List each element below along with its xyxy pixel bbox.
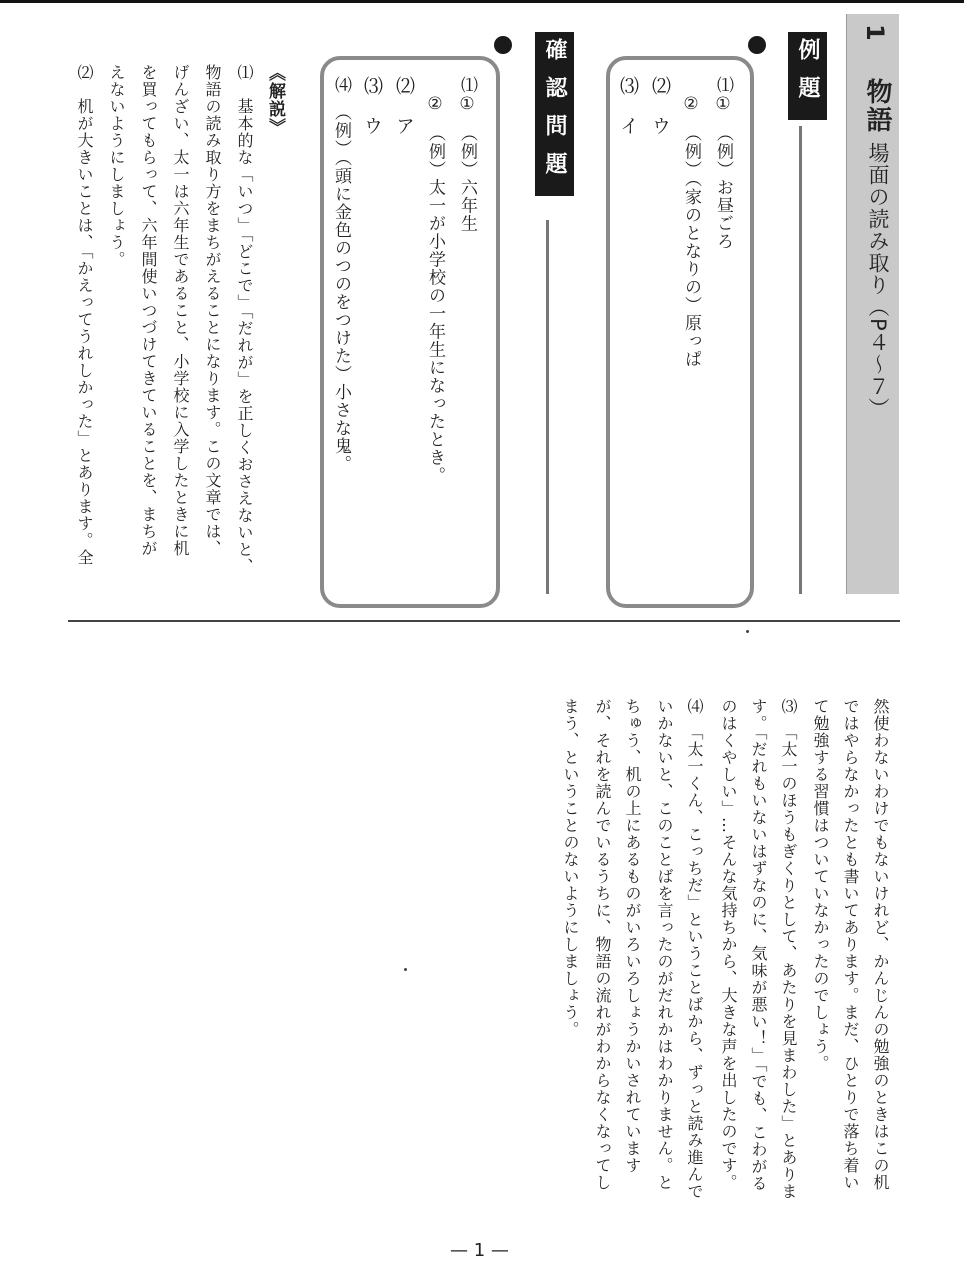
- example-line-1: ⑴① （例）お昼ごろ: [713, 76, 733, 251]
- example-line-2: ② （例）（家のとなりの）原っぱ: [681, 76, 701, 368]
- check-line-3: ⑵ ア: [393, 76, 415, 136]
- commentary-heading: 《解説》: [265, 64, 285, 136]
- check-line-4: ⑶ ウ: [361, 76, 383, 136]
- top-border: [0, 0, 964, 3]
- commentary-lower-line-2: ではやらなかったとも書いてあります。まだ、ひとりで落ち着い: [841, 698, 860, 1191]
- check-line-5: ⑷ （例）（頭に金色のつのをつけた）小さな鬼。: [331, 76, 351, 473]
- commentary-lower-line-8: いかないと、このことばを言ったのがだれかはわかりません。と: [655, 698, 674, 1191]
- commentary-upper-line-5: えないようにしましょう。: [107, 64, 126, 268]
- section-header: [846, 14, 899, 594]
- speck: [404, 968, 407, 971]
- commentary-lower-line-4: ⑶ 「太一のほうもぎくりとして、あたりを見まわした」とありま: [779, 698, 798, 1200]
- example-divider: [799, 126, 802, 594]
- commentary-upper-line-4: を買ってもらって、六年間使いつづけてきていることを、まちが: [139, 64, 158, 557]
- commentary-lower-line-6: のはくやしい」…そんな気持ちから、大きな声を出したのです。: [719, 698, 738, 1191]
- page-divider: [68, 620, 900, 622]
- commentary-lower-line-11: まう、ということのないようにしましょう。: [561, 698, 580, 1038]
- check-divider: [546, 220, 549, 594]
- commentary-lower-line-10: が、それを読んでいるうちに、物語の流れがわからなくなってし: [593, 698, 612, 1191]
- example-line-4: ⑶ イ: [617, 76, 639, 136]
- example-label: 例題: [788, 32, 827, 120]
- section-subtitle: 場面の読み取り（P４〜７）: [866, 142, 890, 420]
- check-label: 確認問題: [535, 32, 574, 196]
- commentary-upper-line-3: げんざい、太一は六年生であること、小学校に入学したときに机: [171, 64, 190, 557]
- commentary-upper-line-6: ⑵ 机が大きいことは、「かえってうれしかった」とあります。全: [75, 64, 94, 566]
- check-line-2: ② （例）太一が小学校の一年生になったとき。: [425, 76, 445, 485]
- commentary-lower-line-1: 然使わないわけでもないけれど、かんじんの勉強のときはこの机: [871, 698, 890, 1191]
- section-number: 1: [861, 24, 889, 41]
- example-line-3: ⑵ ウ: [649, 76, 671, 136]
- commentary-lower-line-5: す。「だれもいないはずなのに、気味が悪い！」「でも、こわがる: [749, 698, 768, 1192]
- commentary-upper-line-2: 物語の読み取り方をまちがえることになります。この文章では、: [203, 64, 222, 557]
- commentary-upper-line-1: ⑴ 基本的な「いつ」「どこで」「だれが」を正しくおさえないと、: [235, 64, 254, 575]
- commentary-lower-line-3: て勉強する習慣はついていなかったのでしょう。: [811, 698, 830, 1072]
- example-bullet-icon: [748, 36, 766, 54]
- commentary-lower-line-7: ⑷ 「太一くん、こっちだ」ということばから、ずっと読み進んで: [685, 698, 704, 1200]
- page-number: — 1 —: [450, 1240, 509, 1261]
- speck: [746, 630, 749, 633]
- check-bullet-icon: [494, 36, 512, 54]
- commentary-lower-line-9: ちゅう、机の上にあるものがいろいろしょうかいされています: [623, 698, 642, 1174]
- check-line-1: ⑴① （例）六年生: [457, 76, 477, 233]
- section-title: 物語: [862, 78, 892, 134]
